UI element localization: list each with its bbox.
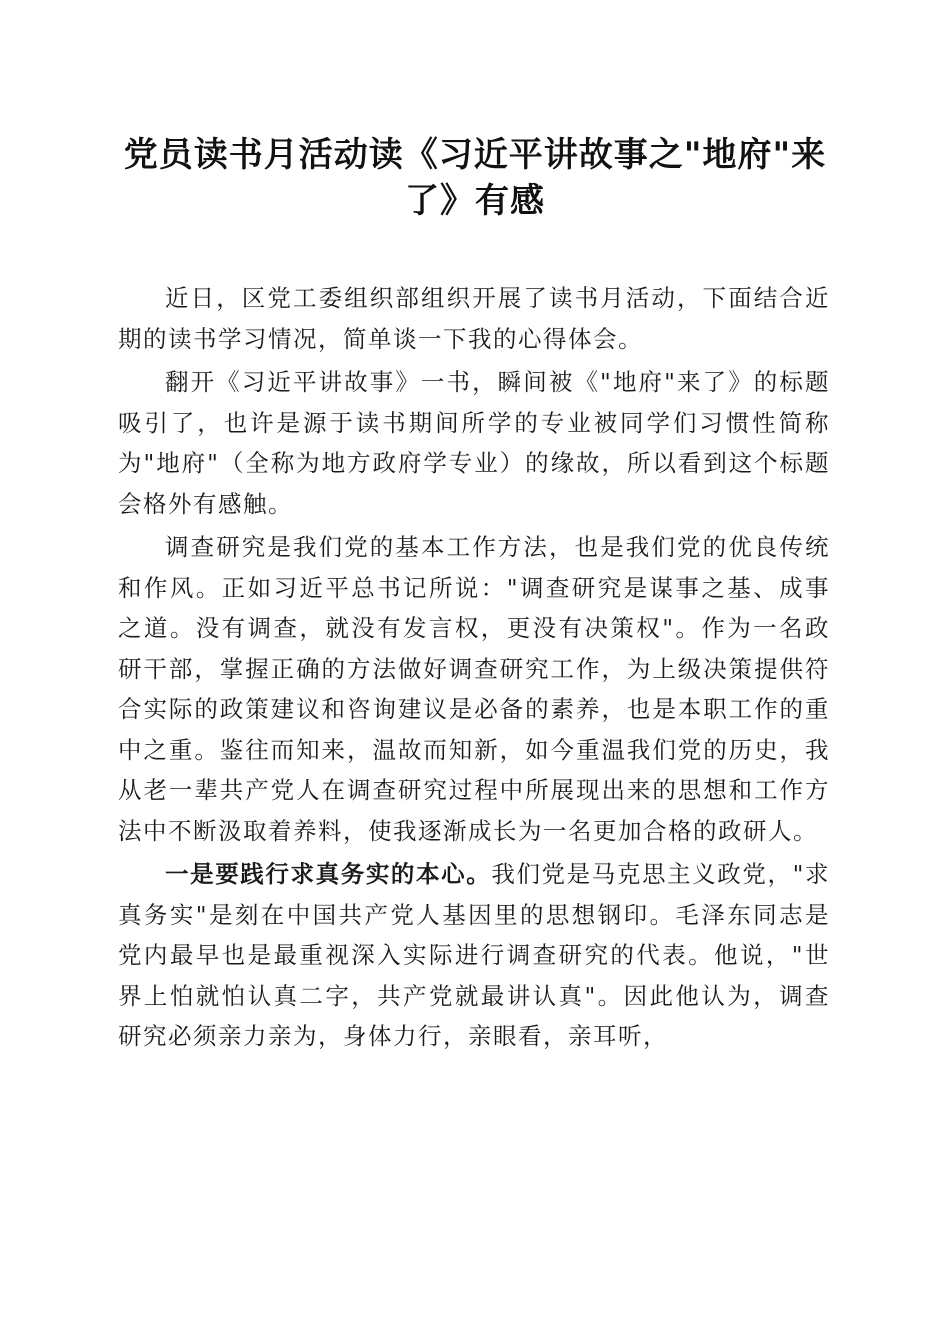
paragraph-text: 翻开《习近平讲故事》一书，瞬间被《"地府"来了》的标题吸引了，也许是源于读书期间所学的专业被同学们习惯性简称为"地府"（全称为地方政府学专业）的缘故，所以看到这个标题会格外有感触。 [118,368,830,518]
paragraph-text: 近日，区党工委组织部组织开展了读书月活动，下面结合近期的读书学习情况，简单谈一下我的心得体会。 [118,284,830,353]
document-title: 党员读书月活动读《习近平讲故事之"地府"来了》有感 [123,135,827,221]
paragraph-point-one [118,854,830,1057]
paragraph-text: 我们党是马克思主义政党，"求真务实"是刻在中国共产党人基因里的思想钢印。毛泽东同志是党内最早也是最重视深入实际进行调查研究的代表。他说，"世界上怕就怕认真二字，共产党就最讲认真"。因此他认为，调查研究必须亲力亲为，身体力行，亲眼看，亲耳听， [118,860,830,1050]
paragraph-intro [118,278,830,359]
document-body [118,278,830,1060]
paragraph-book [118,362,830,524]
paragraph-lead: 一是要践行求真务实的本心。 [165,860,492,888]
paragraph-research [118,527,830,851]
paragraph-text: 调查研究是我们党的基本工作方法，也是我们党的优良传统和作风。正如习近平总书记所说："调查研究是谋事之基、成事之道。没有调查，就没有发言权，更没有决策权"。作为一名政研干部，掌握正确的方法做好调查研究工作，为上级决策提供符合实际的政策建议和咨询建议是必备的素养，也是本职工作的重中之重。鉴往而知来，温故而知新，如今重温我们党的历史，我从老一辈共产党人在调查研究过程中所展现出来的思想和工作方法中不断汲取着养料，使我逐渐成长为一名更加合格的政研人。 [118,533,830,845]
